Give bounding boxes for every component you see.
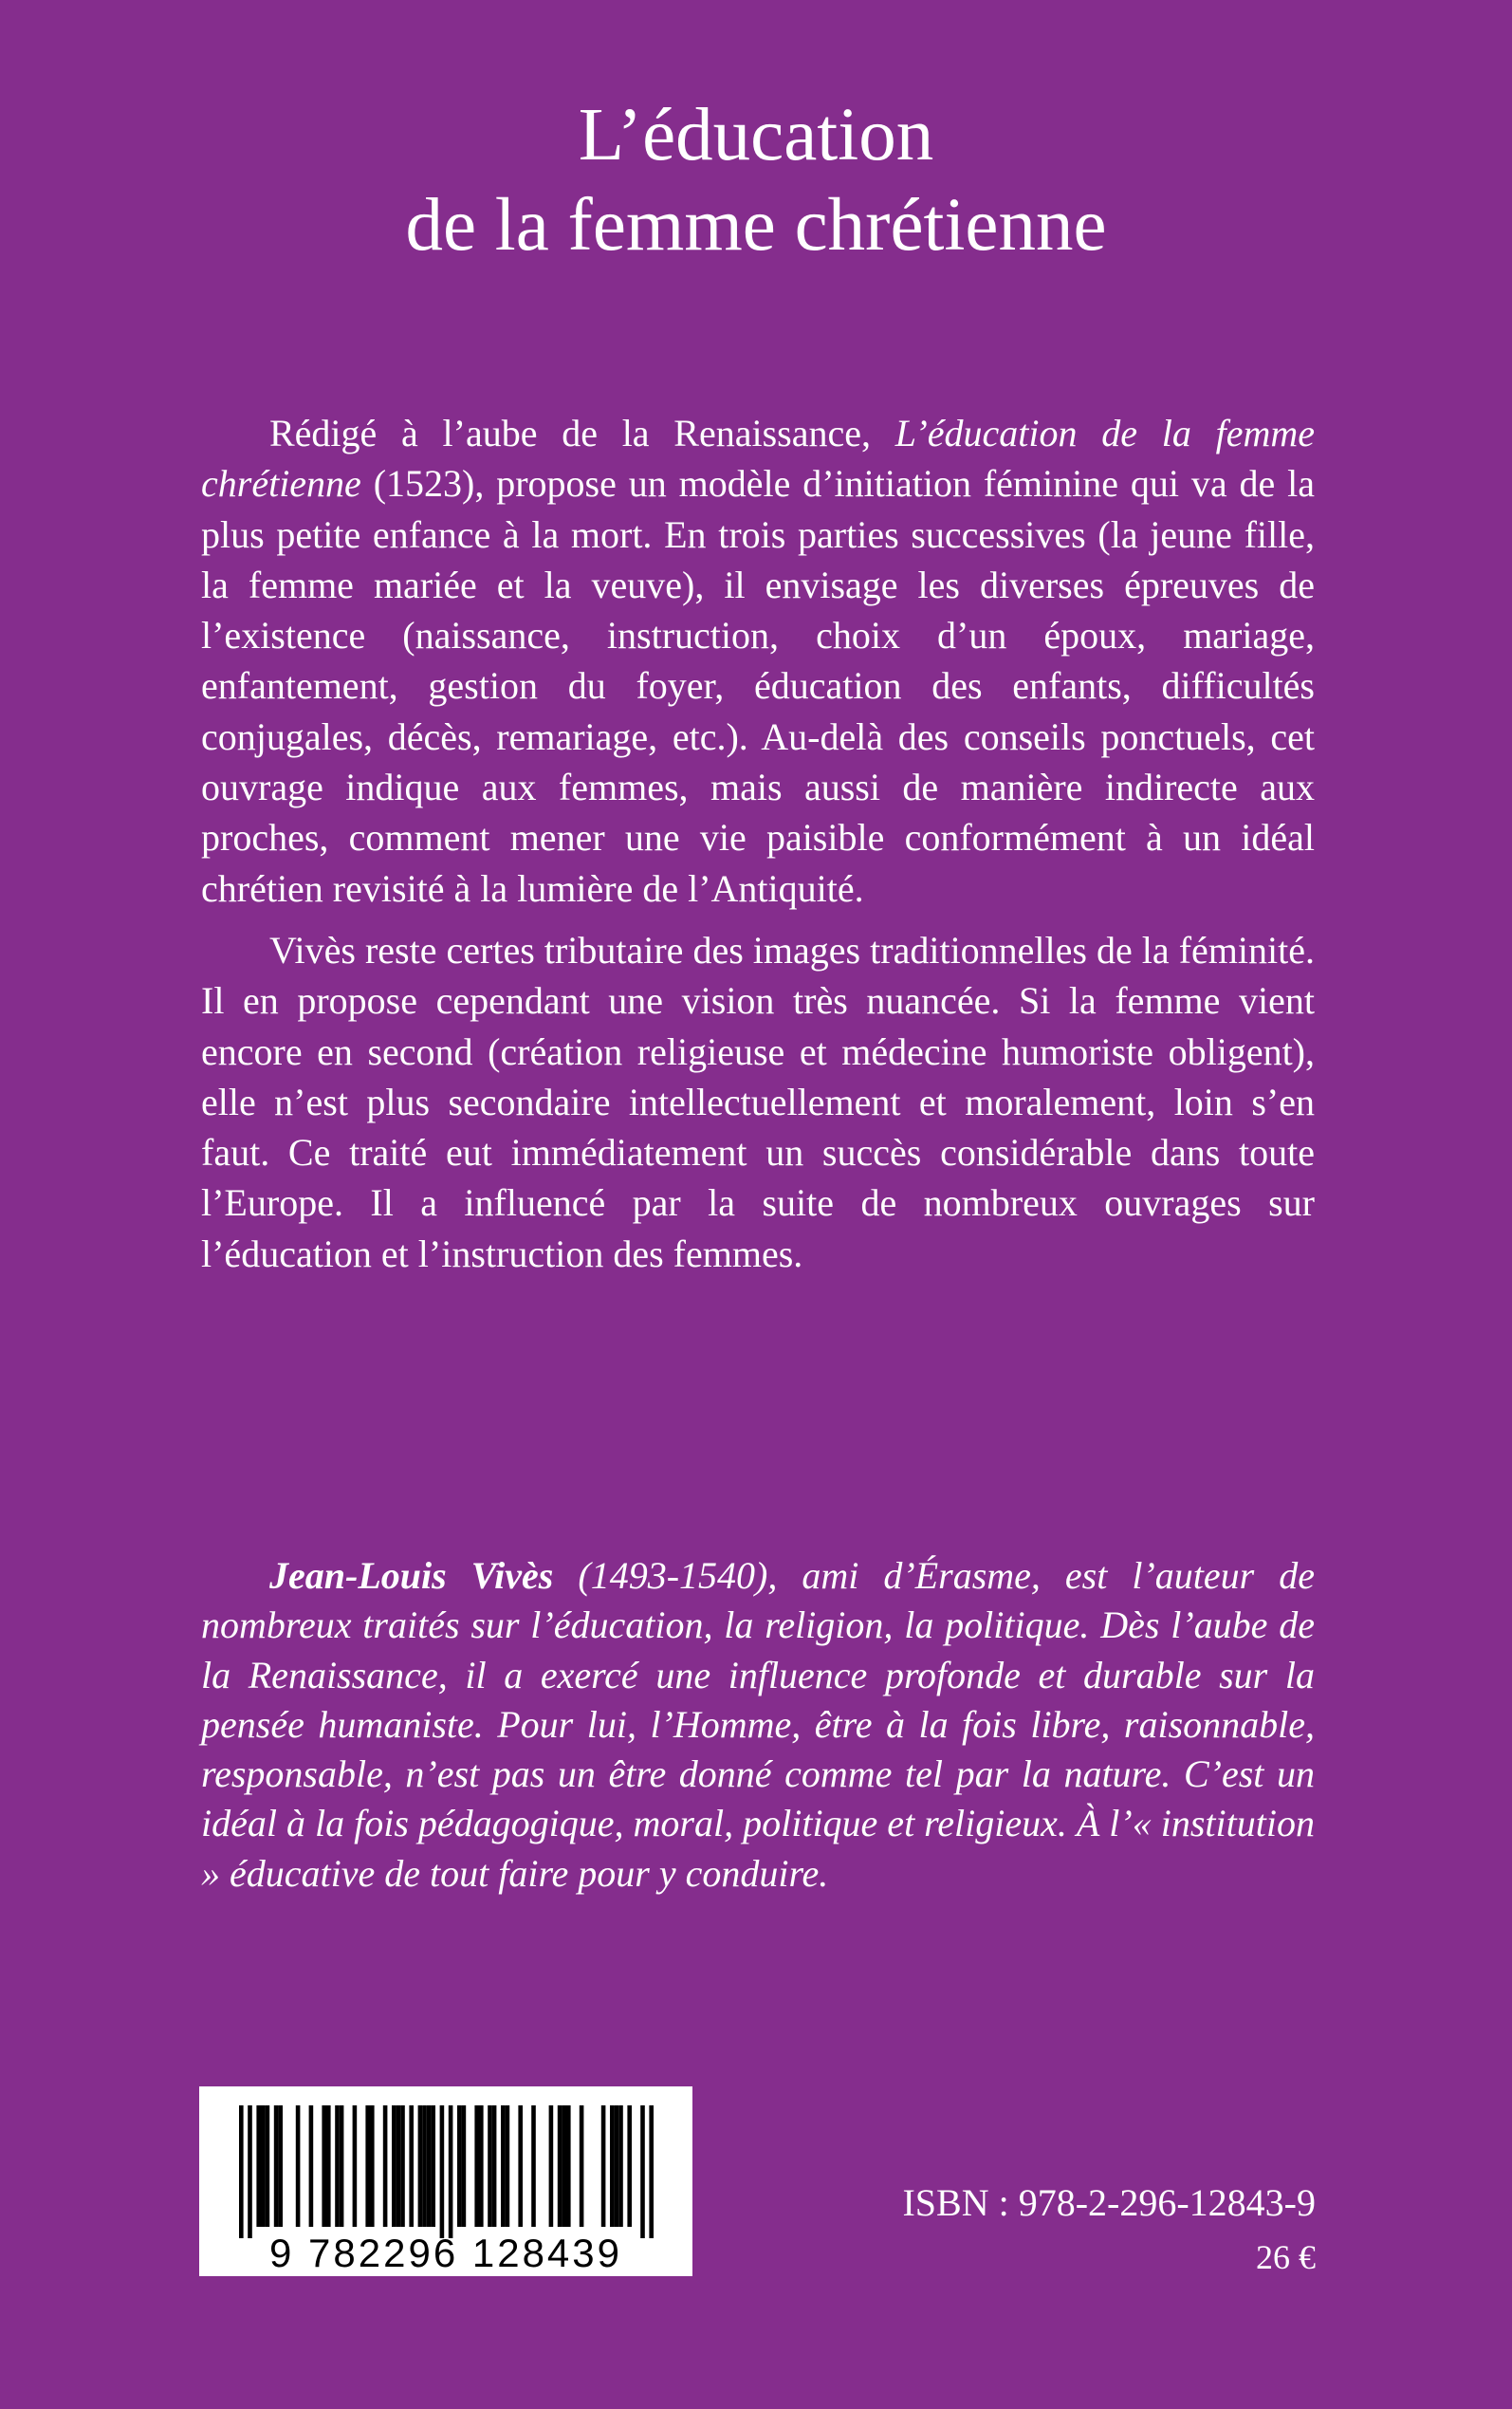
description-book-title: L’éducation de la femme chrétienne [201, 412, 1315, 506]
barcode-bar [615, 2105, 619, 2227]
barcode-bar [610, 2105, 615, 2227]
barcode-bar [506, 2105, 510, 2227]
barcode-bar [370, 2105, 375, 2227]
title-line-1: L’éducation [578, 94, 934, 176]
barcode-bar [248, 2105, 252, 2238]
barcode-bar [457, 2105, 462, 2227]
barcode-graphic [199, 2086, 692, 2276]
barcode-bar [479, 2105, 484, 2227]
barcode-bar [239, 2105, 244, 2238]
barcode-bar [431, 2105, 435, 2227]
barcode-bar [409, 2105, 414, 2227]
barcode-bar [566, 2105, 571, 2227]
barcode-digits: 9 782296 128439 [269, 2231, 622, 2275]
barcode-bar [400, 2105, 405, 2227]
barcode-bar [449, 2105, 453, 2238]
author-name: Jean-Louis Vivès [269, 1554, 554, 1597]
description-paragraph-2: Vivès reste certes tributaire des images traditionnelles de la féminité. Il en propose cependant une vision très nuancée. Si la femme vient encore en second (création religieuse et médecine humoriste obligent), elle n’est plus secondaire intellectuellement et moralement, loin s’en faut. Ce traité eut immédiatement un succès considérable dans toute l’Europe. Il a influencé par la suite de nombreux ouvrages sur l’éducation et l’instruction des femmes. [201, 928, 1315, 1275]
barcode-bar [549, 2105, 554, 2227]
barcode-bar [427, 2105, 432, 2227]
barcode-bar [340, 2105, 344, 2227]
barcode-bar [627, 2105, 632, 2227]
title-line-2: de la femme chrétienne [405, 184, 1107, 267]
barcode-bar [365, 2105, 370, 2227]
author-bio [201, 1551, 1315, 1899]
barcode-bar [383, 2105, 388, 2227]
barcode-bar [418, 2105, 423, 2227]
barcode-bar [640, 2105, 645, 2238]
description-rest: (1523), propose un modèle d’initiation féminine qui va de la plus petite enfance à la mort. En trois parties successives (la jeune fille, la femme mariée et la veuve), il envisage les diverses épreuves de l’existence (naissance, instruction, choix d’un époux, mariage, enfantement, gestion du foyer, éducation des enfants, difficultés conjugales, décès, remariage, etc.). Au-delà des conseils ponctuels, cet ouvrage indique aux femmes, mais aussi de manière indirecte aux proches, comment mener une vie paisible conformément à un idéal chrétien revisité à la lumière de l’Antiquité. [201, 462, 1315, 910]
barcode-bar [518, 2105, 523, 2227]
barcode-bar [440, 2105, 445, 2238]
isbn-number: ISBN : 978-2-296-12843-9 [902, 2181, 1316, 2224]
barcode-bars [239, 2105, 654, 2238]
book-title [0, 90, 1512, 270]
price: 26 € [1256, 2238, 1316, 2276]
barcode-bar [558, 2105, 562, 2227]
barcode-bar [266, 2105, 270, 2227]
barcode [199, 2086, 692, 2276]
barcode-bar [296, 2105, 301, 2227]
book-description [201, 408, 1315, 1290]
barcode-bar [278, 2105, 283, 2227]
barcode-bar [422, 2105, 427, 2227]
barcode-bar [488, 2105, 492, 2227]
barcode-bar [618, 2105, 623, 2227]
barcode-bar [531, 2105, 536, 2227]
barcode-bar [601, 2105, 606, 2227]
description-paragraph-1 [201, 408, 1315, 914]
barcode-bar [562, 2105, 566, 2227]
barcode-bar [326, 2105, 331, 2227]
barcode-bar [492, 2105, 497, 2227]
barcode-bar [474, 2105, 479, 2227]
barcode-bar [649, 2105, 654, 2238]
barcode-bar [462, 2105, 467, 2227]
barcode-bar [274, 2105, 279, 2227]
barcode-bar [309, 2105, 314, 2227]
barcode-bar [335, 2105, 340, 2227]
description-lead: Rédigé à l’aube de la Renaissance, [269, 412, 895, 454]
barcode-bar [580, 2105, 584, 2227]
barcode-bar [256, 2105, 261, 2227]
barcode-bar [353, 2105, 358, 2227]
barcode-bar [322, 2105, 326, 2227]
barcode-bar [501, 2105, 506, 2227]
barcode-bar [261, 2105, 266, 2227]
author-bio-text: (1493-1540), ami d’Érasme, est l’auteur de nombreux traités sur l’éducation, la religion, la politique. Dès l’aube de la Renaissance, il a exercé une influence profonde et durable sur la pensée humaniste. Pour lui, l’Homme, être à la fois libre, raisonnable, responsable, n’est pas un être donné comme tel par la nature. C’est un idéal à la fois pédagogique, moral, politique et religieux. À l’« institution » éducative de tout faire pour y conduire. [201, 1554, 1315, 1895]
barcode-bar [392, 2105, 396, 2227]
barcode-bar [396, 2105, 401, 2227]
